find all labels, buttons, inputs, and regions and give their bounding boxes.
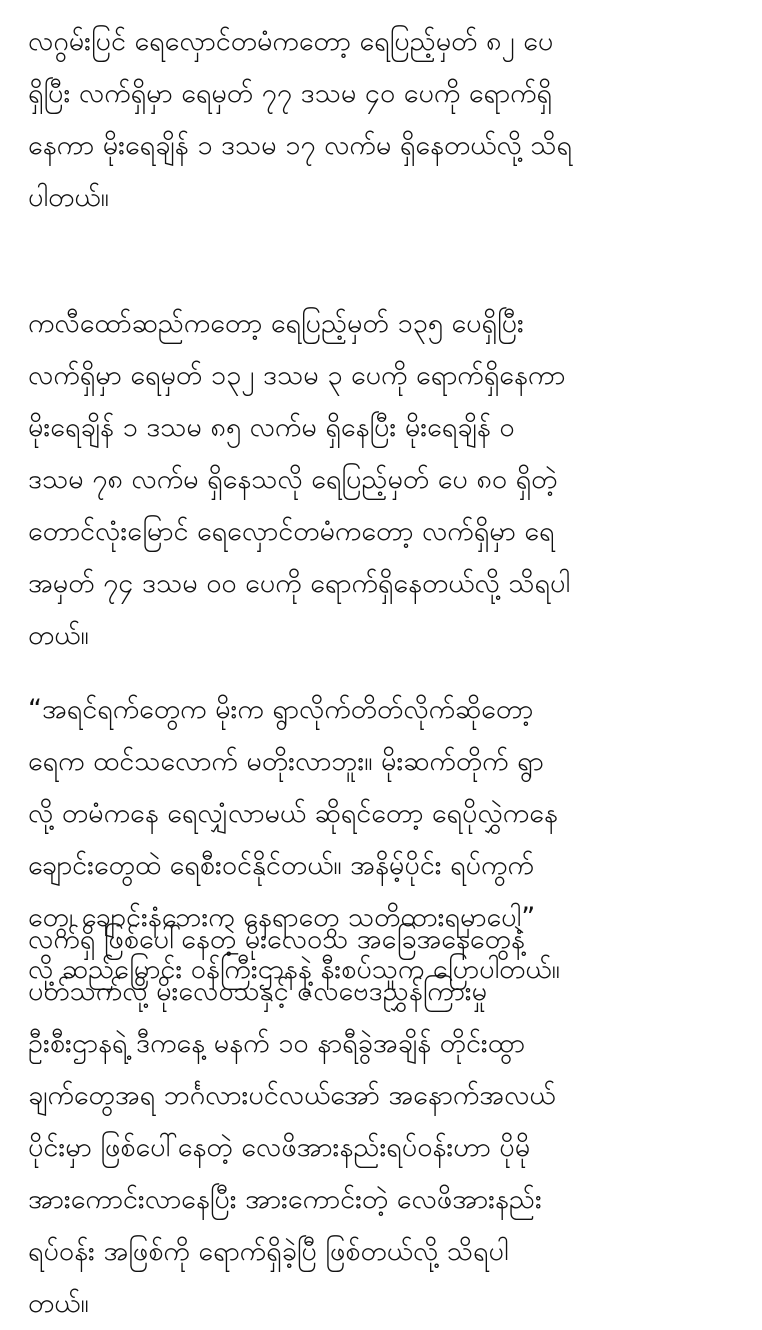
text-line: တောင်လုံးမြောင် ရေလှောင်တမံကတော့ လက်ရှိမှာ ရေ	[28, 516, 555, 547]
text-line: ဒသမ ၇၈ လက်မ ရှိနေသလို ရေပြည့်မှတ် ပေ ၈၀ ရှိတဲ့	[28, 464, 558, 495]
paragraph-weather	[28, 914, 740, 1330]
text-line: ချောင်းတွေထဲ ရေစီးဝင်နိုင်တယ်။ အနိမ့်ပိုင်း ရပ်ကွက်	[28, 850, 534, 881]
text-line: တွေ၊ ချောင်းနံဘေးက နေရာတွေ သတိထားရမှာပေါ့”	[28, 902, 536, 933]
text-line: ပိုင်းမှာ ဖြစ်ပေါ်နေတဲ့ လေဖိအားနည်းရပ်ဝန်းဟာ ပိုမို	[28, 1132, 531, 1163]
text-line: မိုးရေချိန် ၁ ဒသမ ၈၅ လက်မ ရှိနေပြီး မိုးရေချိန် ဝ	[28, 412, 515, 443]
text-line: ကလီထော်ဆည်ကတော့ ရေပြည့်မှတ် ၁၃၅ ပေရှိပြီး	[28, 308, 524, 339]
text-line: ရေက ထင်သလောက် မတိုးလာဘူး။ မိုးဆက်တိုက် ရွာ	[28, 746, 544, 777]
paragraph-reservoir-lagwanpyin	[28, 16, 740, 224]
text-line: ရှိပြီး လက်ရှိမှာ ရေမှတ် ၇၇ ဒသမ ၄၀ ပေကို ရောက်ရှိ	[28, 78, 553, 109]
text-line: လက်ရှိ ဖြစ်ပေါ်နေတဲ့ မိုးလေဝသ အခြေအနေတွေနဲ့	[28, 924, 525, 955]
text-line: တယ်။	[28, 620, 89, 651]
text-line: ပါတယ်။	[28, 182, 109, 213]
text-line: ဦးစီးဌာနရဲ့ ဒီကနေ့ မနက် ၁၀ နာရီခွဲအချိန် တိုင်းထွာ	[28, 1028, 525, 1059]
text-line: လို့ တမံကနေ ရေလျှံလာမယ် ဆိုရင်တော့ ရေပိုလွှဲကနေ	[28, 798, 558, 829]
text-line: နေကာ မိုးရေချိန် ၁ ဒသမ ၁၇ လက်မ ရှိနေတယ်လို့ သိရ	[28, 130, 572, 161]
text-line: ပတ်သက်လို့ မိုးလေဝသနှင့် ဇလဗေဒညွှန်ကြားမှု	[28, 976, 488, 1007]
text-line: ချက်တွေအရ ဘင်္ဂလားပင်လယ်အော် အနောက်အလယ်	[28, 1080, 556, 1111]
text-line: လက်ရှိမှာ ရေမှတ် ၁၃၂ ဒသမ ၃ ပေကို ရောက်ရှိနေကာ	[28, 360, 566, 391]
text-line: တယ်။	[28, 1288, 89, 1319]
text-line: လဂွမ်းပြင် ရေလှောင်တမံကတော့ ရေပြည့်မှတ် ၈၂ ပေ	[28, 26, 554, 57]
paragraph-dam-kalithaw	[28, 298, 740, 662]
text-line: အားကောင်းလာနေပြီး အားကောင်းတဲ့ လေဖိအားနည်း	[28, 1184, 542, 1215]
text-line: အမှတ် ၇၄ ဒသမ ဝဝ ပေကို ရောက်ရှိနေတယ်လို့ သိရပါ	[28, 568, 571, 599]
text-line: လို့ ဆည်မြောင်း ဝန်ကြီးဌာနနဲ့ နီးစပ်သူက ပြောပါတယ်။	[28, 954, 560, 985]
text-line: “အရင်ရက်တွေက မိုးက ရွာလိုက်တိတ်လိုက်ဆိုတော့	[28, 694, 534, 725]
text-line: ရပ်ဝန်း အဖြစ်ကို ရောက်ရှိခဲ့ပြီ ဖြစ်တယ်လို့ သိရပါ	[28, 1236, 509, 1267]
